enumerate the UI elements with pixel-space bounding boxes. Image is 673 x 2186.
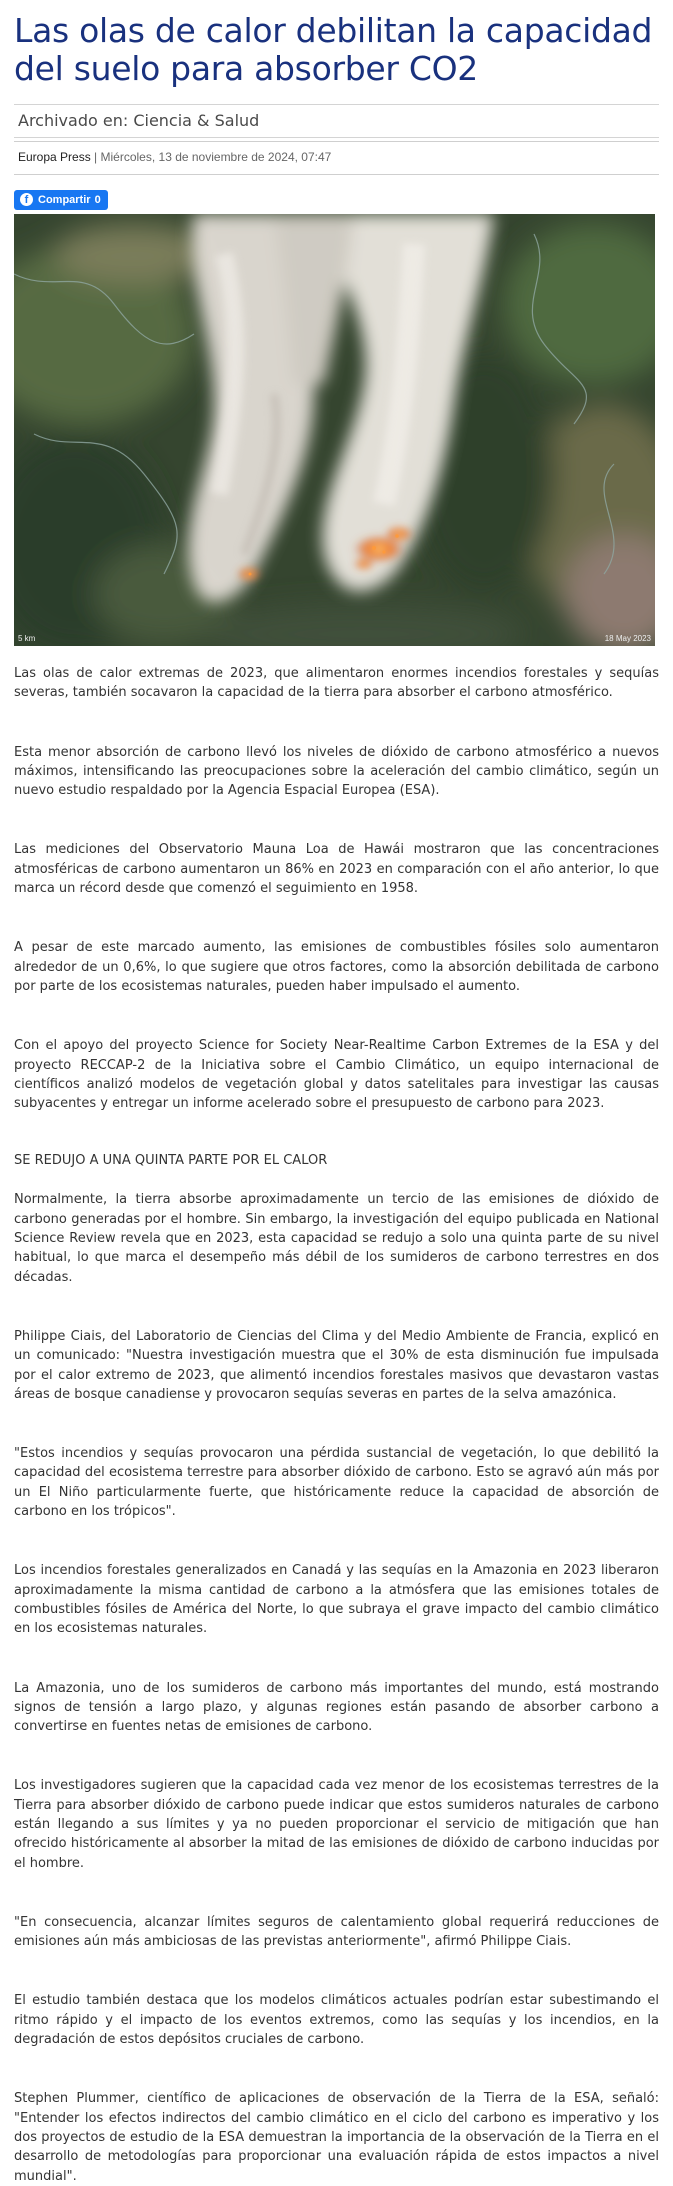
article-paragraph: Normalmente, la tierra absorbe aproximadamente un tercio de las emisiones de dióxido de carbono generadas por el hombre. Sin embargo, la investigación del equipo publicada en National Science Review revela que en 2023, esta capacidad se redujo a solo una quinta parte de su nivel habitual, lo que marca el desempeño más débil de los sumideros de carbono terrestres en dos décadas. [14,1192,659,1285]
byline [14,141,659,175]
byline-source[interactable]: Europa Press [18,150,91,164]
article-paragraph: Los investigadores sugieren que la capacidad cada vez menor de los ecosistemas terrestres de la Tierra para absorber dióxido de carbono puede indicar que estos sumideros naturales de carbono están llegando a sus límites y ya no pueden proporcionar el servicio de mitigación que han ofrecido históricamente al absorber la mitad de las emisiones de dióxido de carbono inducidas por el hombre. [14,1778,659,1871]
share-row [14,188,659,210]
image-scale-label: 5 km [18,634,36,643]
article-paragraph: Stephen Plummer, científico de aplicaciones de observación de la Tierra de la ESA, señaló: "Entender los efectos indirectos del cambio climático en el ciclo del carbono es imperativo y los dos proyectos de estudio de la ESA demuestran la importancia de la observación de la Tierra en el desarrollo de metodologías para proporcionar una evaluación rápida de estos impactos a nivel mundial". [14,2091,659,2184]
satellite-wildfire-image [14,214,655,646]
article-paragraph: El estudio también destaca que los modelos climáticos actuales podrían estar subestimando el ritmo rápido y el impacto de los eventos extremos, como las sequías y los incendios, en la degradación de estos depósitos cruciales de carbono. [14,1993,659,2048]
article-paragraph: A pesar de este marcado aumento, las emisiones de combustibles fósiles solo aumentaron alrededor de un 0,6%, lo que sugiere que otros factores, como la absorción debilitada de carbono por parte de los ecosistemas naturales, pueden haber impulsado el aumento. [14,940,659,994]
article-paragraph: Esta menor absorción de carbono llevó los niveles de dióxido de carbono atmosférico a nuevos máximos, intensificando las preocupaciones sobre la aceleración del cambio climático, según un nuevo estudio respaldado por la Agencia Espacial Europea (ESA). [14,744,659,799]
article-paragraph: Philippe Ciais, del Laboratorio de Ciencias del Clima y del Medio Ambiente de Francia, explicó en un comunicado: "Nuestra investigación muestra que el 30% de esta disminución fue impulsada por el calor extremo de 2023, que alimentó incendios forestales masivos que devastaron vastas áreas de bosque canadiense y provocaron sequías severas en partes de la selva amazónica. [14,1328,659,1402]
facebook-icon: f [20,193,33,206]
article-paragraph: Los incendios forestales generalizados en Canadá y las sequías en la Amazonia en 2023 liberaron aproximadamente la misma cantidad de carbono a la atmósfera que las emisiones totales de combustibles fósiles de América del Norte, lo que subraya el grave impacto del cambio climático en los ecosistemas naturales. [14,1563,659,1637]
article-paragraph: Las mediciones del Observatorio Mauna Loa de Hawái mostraron que las concentraciones atmosféricas de carbono aumentaron un 86% en 2023 en comparación con el año anterior, lo que marca un récord desde que comenzó el seguimiento en 1958. [14,842,659,897]
facebook-share-button[interactable] [14,190,108,210]
article-paragraph: Con el apoyo del proyecto Science for Society Near-Realtime Carbon Extremes de la ESA y del proyecto RECCAP-2 de la Iniciativa sobre el Cambio Climático, un equipo internacional de científicos analizó modelos de vegetación global y datos satelitales para investigar las causas subyacentes y entregar un informe acelerado sobre el presupuesto de carbono para 2023. [14,1038,659,1112]
share-label: Compartir [38,193,91,206]
satellite-image-graphic [14,214,655,646]
article-title: Las olas de calor debilitan la capacidad del suelo para absorber CO2 [14,11,653,88]
archive-category[interactable]: Archivado en: Ciencia & Salud [14,104,659,138]
byline-separator: | [90,150,101,164]
image-date-label: 18 May 2023 [604,634,651,643]
article-paragraph: La Amazonia, uno de los sumideros de carbono más importantes del mundo, está mostrando signos de tensión a largo plazo, y algunas regiones están pasando de absorber carbono a convertirse en fuentes netas de emisiones de carbono. [14,1680,659,1735]
article-paragraph: Las olas de calor extremas de 2023, que alimentaron enormes incendios forestales y sequías severas, también socavaron la capacidad de la tierra para absorber el carbono atmosférico. [14,666,659,701]
article-subheading: SE REDUJO A UNA QUINTA PARTE POR EL CALOR [14,1153,328,1169]
article-paragraph: "Estos incendios y sequías provocaron una pérdida sustancial de vegetación, lo que debilitó la capacidad del ecosistema terrestre para absorber dióxido de carbono. Esto se agravó aún más por un El Niño particularmente fuerte, que históricamente reduce la capacidad de absorción de carbono en los trópicos". [14,1446,659,1520]
byline-date: Miércoles, 13 de noviembre de 2024, 07:47 [100,150,332,164]
article-paragraph: "En consecuencia, alcanzar límites seguros de calentamiento global requerirá reducciones de emisiones aún más ambiciosas de las previstas anteriormente", afirmó Philippe Ciais. [14,1914,659,1950]
share-count: 0 [94,193,101,206]
article-body [14,664,659,2186]
